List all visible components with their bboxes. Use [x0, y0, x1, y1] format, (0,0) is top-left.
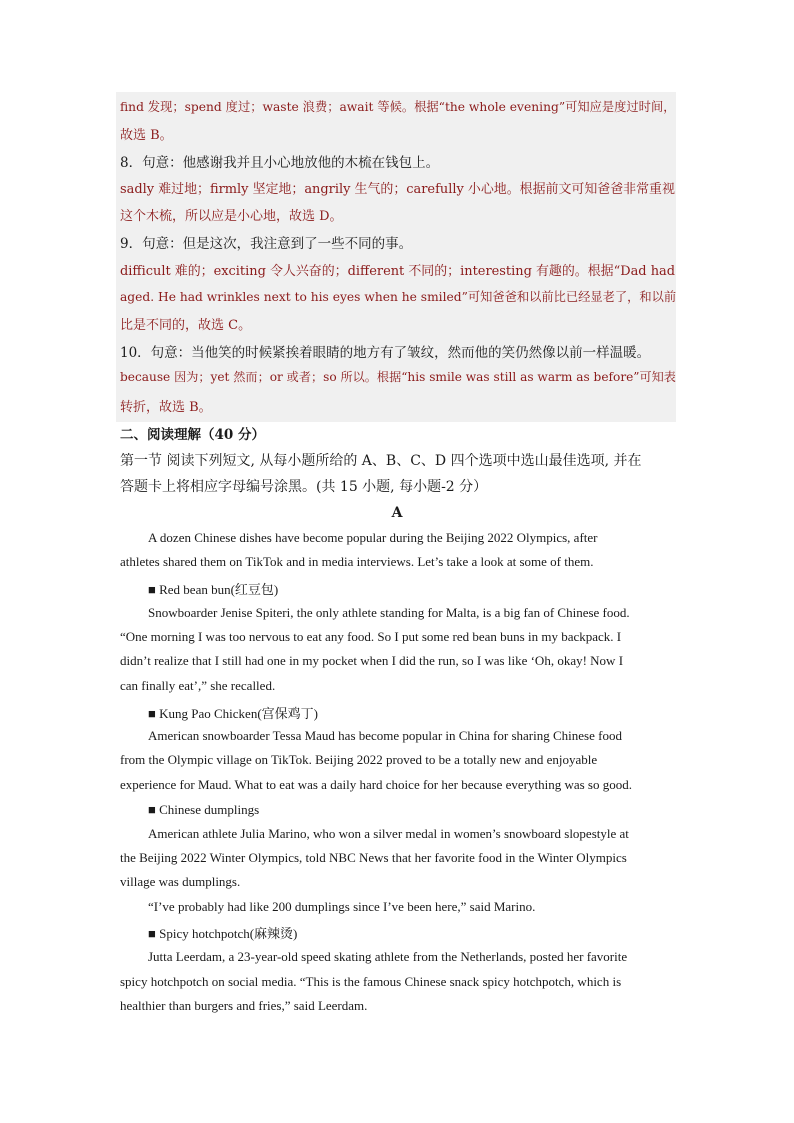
- passage-line: didn’t realize that I still had one in my pocket when I did the run, so I was like ‘Oh, okay! Now I: [120, 653, 624, 668]
- explanation-line: sadly 难过地；firmly 坚定地；angrily 生气的；carefully 小心地。根据前文可知爸爸非常重视: [120, 182, 675, 197]
- section-title: 二、阅读理解（40 分）: [120, 427, 265, 443]
- passage-line: “I’ve probably had like 200 dumplings since I’ve been here,” said Marino.: [148, 899, 536, 914]
- explanation-line: because 因为；yet 然而；or 或者；so 所以。根据“his smile was still as warm as before”可知表: [120, 370, 676, 384]
- instruction-line-2: 答题卡上将相应字母编号涂黑。(共 15 小题, 每小题-2 分）: [120, 479, 488, 495]
- passage-label: A: [391, 505, 403, 521]
- passage-line: the Beijing 2022 Winter Olympics, told NBC News that her favorite food in the Winter Olympics: [120, 850, 627, 865]
- question-8-meaning: 8．句意：他感谢我并且小心地放他的木梳在钱包上。: [120, 155, 440, 171]
- explanation-line: 故选 B。: [120, 128, 173, 143]
- question-10-meaning: 10．句意：当他笑的时候紧挨着眼睛的地方有了皱纹，然而他的笑仍然像以前一样温暖。: [120, 345, 651, 361]
- passage-line: experience for Maud. What to eat was a daily hard choice for her because everything was so good.: [120, 777, 632, 792]
- passage-line: Snowboarder Jenise Spiteri, the only athlete standing for Malta, is a big fan of Chinese food.: [148, 605, 630, 620]
- explanation-line: 比是不同的，故选 C。: [120, 318, 252, 333]
- explanation-line: 转折，故选 B。: [120, 400, 212, 415]
- dish-heading-red-bean-bun: ■ Red bean bun(红豆包): [148, 582, 279, 597]
- passage-line: can finally eat’,” she recalled.: [120, 678, 276, 693]
- explanation-line: aged. He had wrinkles next to his eyes when he smiled”可知爸爸和以前比已经显老了，和以前: [120, 290, 677, 304]
- passage-line: spicy hotchpotch on social media. “This is the famous Chinese snack spicy hotchpotch, which is: [120, 974, 622, 989]
- passage-line: healthier than burgers and fries,” said Leerdam.: [120, 998, 368, 1013]
- passage-line: American snowboarder Tessa Maud has become popular in China for sharing Chinese food: [148, 728, 622, 743]
- passage-line: Jutta Leerdam, a 23-year-old speed skating athlete from the Netherlands, posted her favorite: [148, 949, 628, 964]
- explanation-line: difficult 难的；exciting 令人兴奋的；different 不同的；interesting 有趣的。根据“Dad had: [120, 264, 676, 279]
- passage-line: village was dumplings.: [120, 874, 241, 889]
- passage-line: athletes shared them on TikTok and in media interviews. Let’s take a look at some of them.: [120, 554, 594, 569]
- passage-line: A dozen Chinese dishes have become popular during the Beijing 2022 Olympics, after: [148, 530, 598, 545]
- passage-line: American athlete Julia Marino, who won a silver medal in women’s snowboard slopestyle at: [148, 826, 629, 841]
- dish-heading-spicy-hotchpotch: ■ Spicy hotchpotch(麻辣烫): [148, 926, 298, 941]
- passage-line: from the Olympic village on TikTok. Beijing 2022 proved to be a totally new and enjoyable: [120, 752, 598, 767]
- dish-heading-kung-pao-chicken: ■ Kung Pao Chicken(宫保鸡丁): [148, 706, 318, 721]
- explanation-line: find 发现；spend 度过；waste 浪费；await 等候。根据“the whole evening”可知应是度过时间，: [120, 100, 676, 114]
- passage-line: “One morning I was too nervous to eat any food. So I put some red bean buns in my backpack. I: [120, 629, 622, 644]
- explanation-line: 这个木梳，所以应是小心地，故选 D。: [120, 209, 343, 224]
- dish-heading-chinese-dumplings: ■ Chinese dumplings: [148, 802, 260, 817]
- question-9-meaning: 9．句意：但是这次，我注意到了一些不同的事。: [120, 236, 413, 252]
- instruction-line-1: 第一节 阅读下列短文, 从每小题所给的 A、B、C、D 四个选项中选山最佳选项, 并在: [120, 453, 642, 469]
